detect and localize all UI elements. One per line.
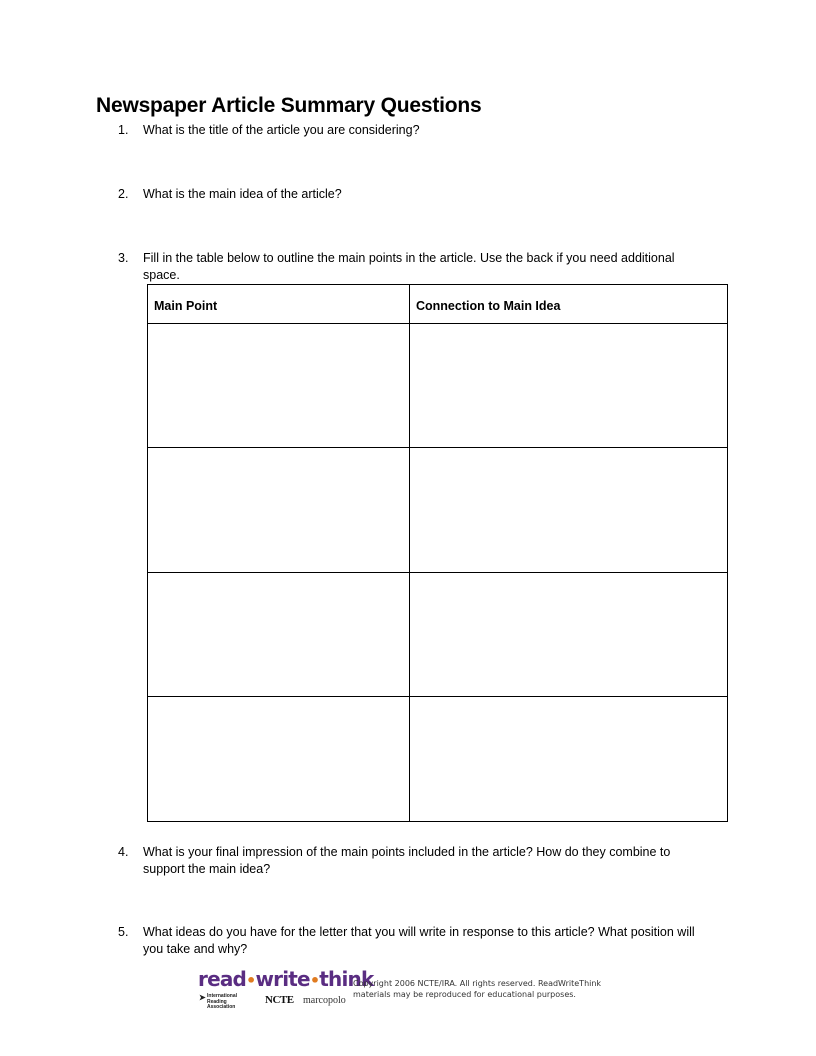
column-divider	[409, 285, 410, 821]
question-text: What is the main idea of the article?	[143, 187, 342, 201]
row-divider	[148, 447, 727, 448]
question-number: 1.	[118, 123, 129, 137]
partner-logos: ➤ International Reading Association NCTE marcopolo	[199, 993, 346, 1010]
copyright-notice: Copyright 2006 NCTE/IRA. All rights reserved. ReadWriteThink materials may be reproduced for educational purposes.	[353, 979, 602, 999]
page-title: Newspaper Article Summary Questions	[96, 94, 482, 117]
header-divider	[148, 323, 727, 324]
ncte-logo: NCTE	[265, 994, 294, 1006]
footer	[198, 968, 618, 1008]
question-text: What is the title of the article you are considering?	[143, 123, 420, 137]
question-number: 5.	[118, 925, 129, 939]
marcopolo-logo: marcopolo	[303, 995, 346, 1006]
header-main-point: Main Point	[154, 299, 218, 313]
readwritethink-logo: read•write•think	[198, 967, 374, 991]
header-connection-to-main-idea: Connection to Main Idea	[416, 299, 561, 313]
row-divider	[148, 572, 727, 573]
row-divider	[148, 696, 727, 697]
question-number: 2.	[118, 187, 129, 201]
question-text: What ideas do you have for the letter that you will write in response to this article? What position will you take and why?	[143, 925, 695, 956]
question-text: Fill in the table below to outline the main points in the article. Use the back if you need additional space.	[143, 251, 675, 282]
main-points-table	[147, 284, 728, 822]
ira-mark-icon: ➤	[199, 993, 206, 1002]
question-number: 4.	[118, 845, 129, 859]
question-text: What is your final impression of the main points included in the article? How do they combine to support the main idea?	[143, 845, 671, 876]
question-number: 3.	[118, 251, 129, 265]
